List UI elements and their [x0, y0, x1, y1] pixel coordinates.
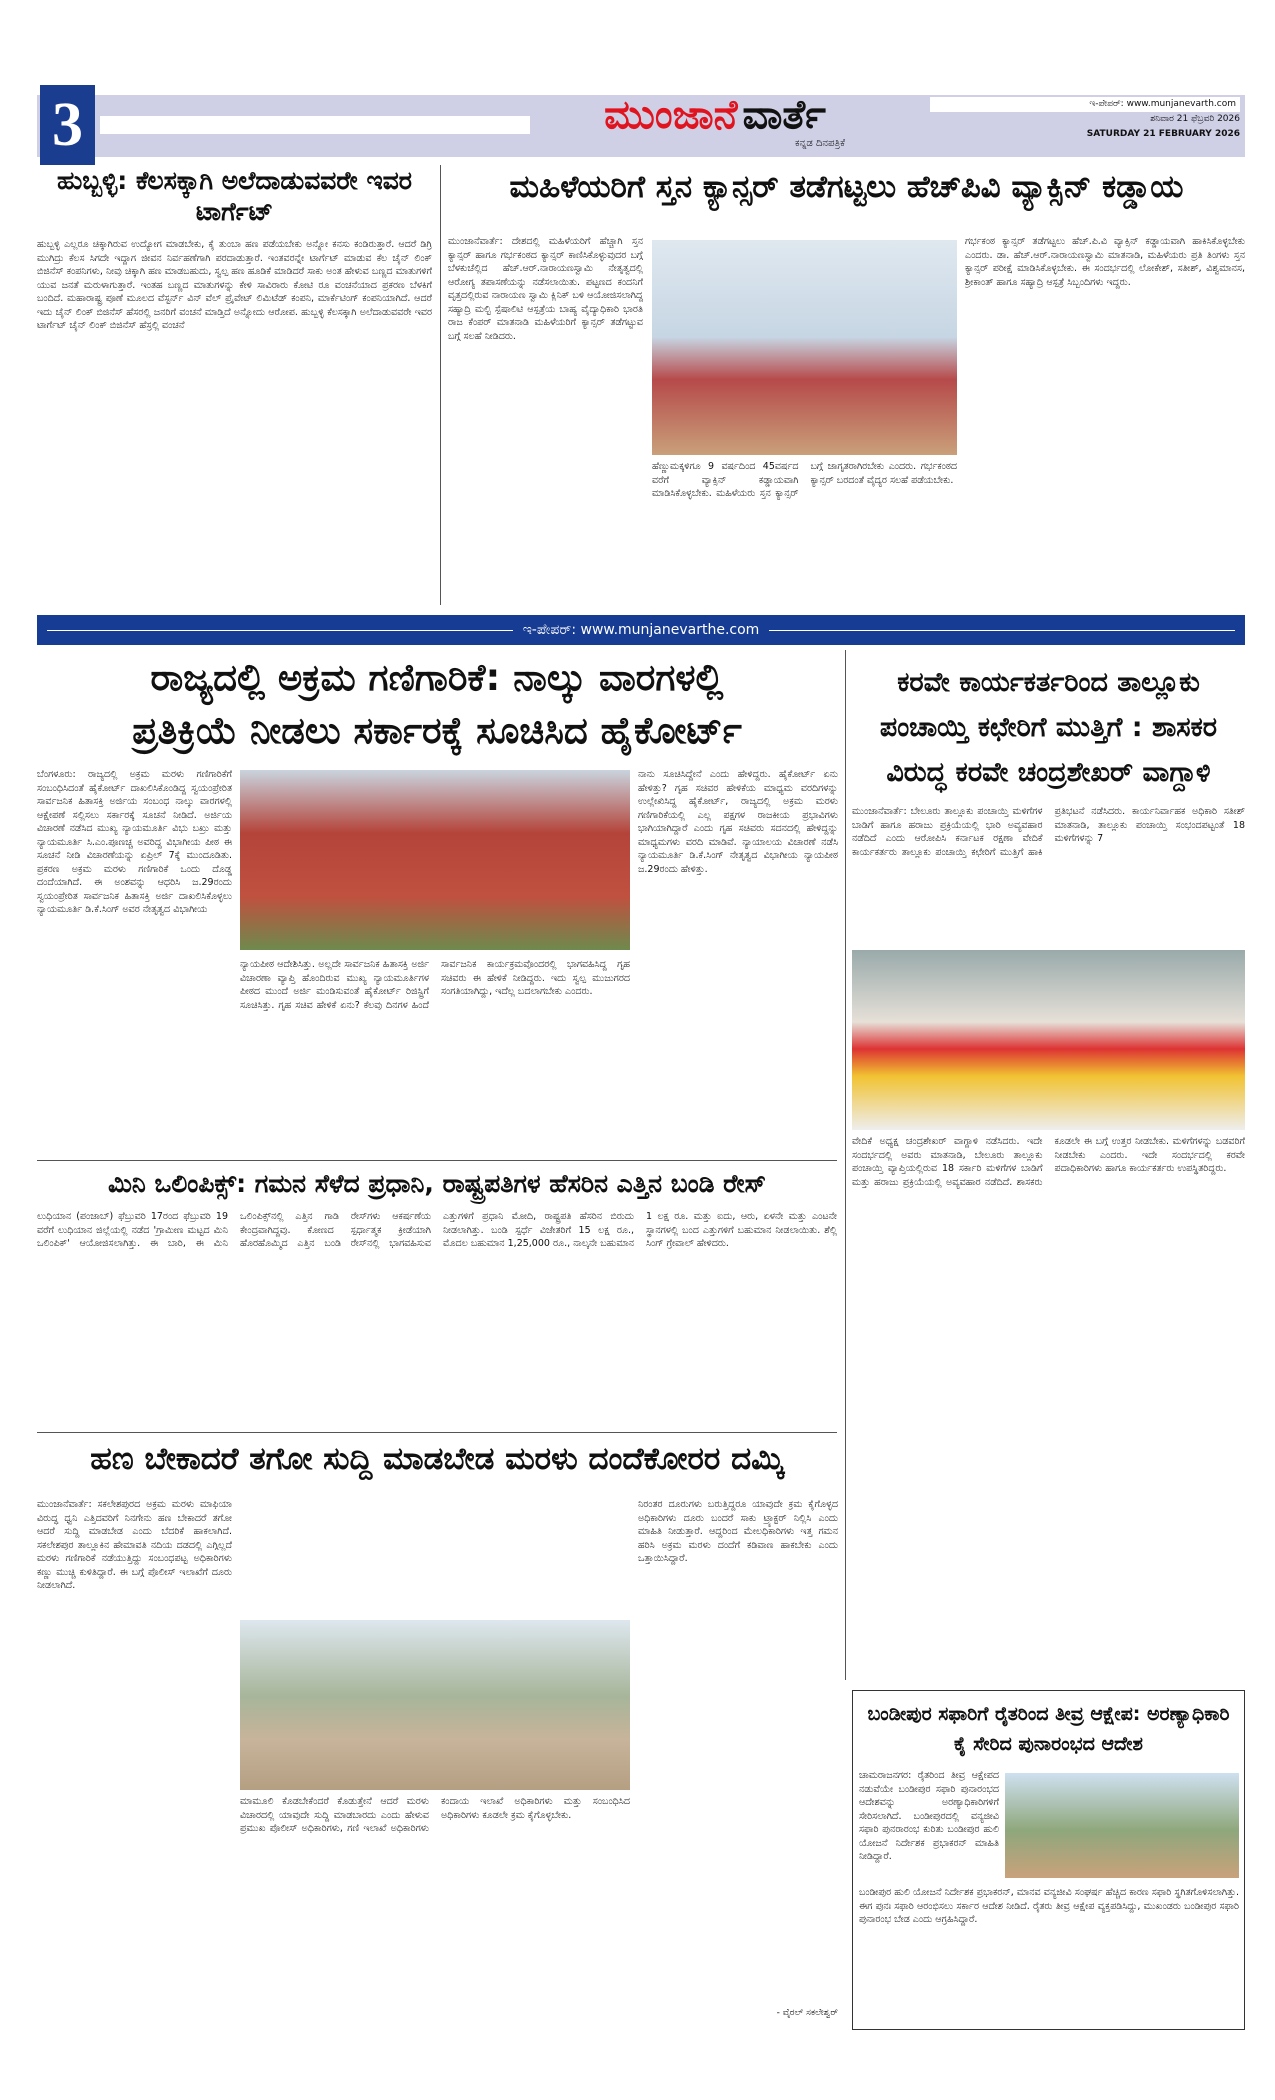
sand-body-mid: ಮಾಮೂಲಿ ಕೊಡಬೇಕೆಂದರೆ ಕೊಡುತ್ತೇನೆ ಆದರೆ ಮರಳು ವಿಚಾರದಲ್ಲಿ ಯಾವುದೇ ಸುದ್ದಿ ಮಾಡಬಾರದು ಎಂದು ಹೇಳುವ ಪ್ರಮುಖ ಪೊಲೀಸ್ ಅಧಿಕಾರಿಗಳು, ಗಣಿ ಇಲಾಖೆ ಅಧಿಕಾರಿಗಳು ಕಂದಾಯ ಇಲಾಖೆ ಅಧಿಕಾರಿಗಳು ಮತ್ತು ಸಂಬಂಧಿಸಿದ ಅಧಿಕಾರಿಗಳು ಕೂಡಲೇ ಕ್ರಮ ಕೈಗೊಳ್ಳಬೇಕು. [240, 1796, 630, 1834]
epaper-banner-text[interactable]: ಇ-ಪೇಪರ್: www.munjanevarthe.com [522, 622, 760, 638]
sand-headline: ಹಣ ಬೇಕಾದರೆ ತಗೋ ಸುದ್ದಿ ಮಾಡಬೇಡ ಮರಳು ದಂದೆಕೋರರ ದಮ್ಕಿ [90, 1441, 784, 1477]
date-english: SATURDAY 21 FEBRUARY 2026 [1086, 129, 1240, 139]
karave-headline: ಕರವೇ ಕಾರ್ಯಕರ್ತರಿಂದ ತಾಲ್ಲೂಕು ಪಂಚಾಯ್ತಿ ಕಛೇರಿಗೆ ಮುತ್ತಿಗೆ : ಶಾಸಕರ ವಿರುದ್ಧ ಕರವೇ ಚಂದ್ರಶೇಖರ್ ವಾಗ್ದಾಳಿ [879, 667, 1218, 788]
karave-body-bottom: ವೇದಿಕೆ ಅಧ್ಯಕ್ಷ ಚಂದ್ರಶೇಖರ್ ವಾಗ್ದಾಳಿ ನಡೆಸಿದರು. ಇದೇ ಸಂದರ್ಭದಲ್ಲಿ ಅವರು ಮಾತನಾಡಿ, ಬೇಲೂರು ತಾಲ್ಲೂಕು ಪಂಚಾಯ್ತಿ ವ್ಯಾಪ್ತಿಯಲ್ಲಿರುವ 18 ಸರ್ಕಾರಿ ಮಳಿಗೆಗಳ ಬಾಡಿಗೆ ಮತ್ತು ಹರಾಜು ಪ್ರಕ್ರಿಯೆಯಲ್ಲಿ ಅವ್ಯವಹಾರ ನಡೆದಿದೆ. ಶಾಸಕರು ಕೂಡಲೇ ಈ ಬಗ್ಗೆ ಉತ್ತರ ನೀಡಬೇಕು. ಮಳಿಗೆಗಳನ್ನು ಬಡವರಿಗೆ ನೀಡಬೇಕು ಎಂದರು. ಇದೇ ಸಂದರ್ಭದಲ್ಲಿ ಕರವೇ ಪದಾಧಿಕಾರಿಗಳು ಹಾಗೂ ಕಾರ್ಯಕರ್ತರು ಉಪಸ್ಥಿತರಿದ್ದರು. [852, 1136, 1245, 1188]
bandipur-body-top: ಚಾಮರಾಜನಗರ: ರೈತರಿಂದ ತೀವ್ರ ಆಕ್ಷೇಪದ ನಡುವೆಯೇ ಬಂಡೀಪುರ ಸಫಾರಿ ಪುನಾರಂಭದ ಆದೇಶವನ್ನು ಅರಣ್ಯಾಧಿಕಾರಿಗಳಿಗೆ ಸೇರಿಸಲಾಗಿದೆ. ಬಂಡೀಪುರದಲ್ಲಿ ವನ್ಯಜೀವಿ ಸಫಾರಿ ಪುನರಾರಂಭ ಕುರಿತು ಬಂಡೀಪುರ ಹುಲಿ ಯೋಜನೆ ನಿರ್ದೇಶಕ ಪ್ರಭಾಕರನ್ ಮಾಹಿತಿ ನೀಡಿದ್ದಾರೆ. [859, 1770, 999, 1862]
newspaper-logo [555, 92, 875, 149]
section-divider [37, 1432, 837, 1433]
olympics-body: ಲುಧಿಯಾನ (ಪಂಜಾಬ್) ಫೆಬ್ರುವರಿ 17ರಂದ ಫೆಬ್ರುವರಿ 19 ವರೆಗೆ ಲುಧಿಯಾನ ಜಿಲ್ಲೆಯಲ್ಲಿ ನಡೆದ 'ಗ್ರಾಮೀಣ ಮಟ್ಟದ ಮಿನಿ ಒಲಿಂಪಿಕ್' ಆಯೋಜಿಸಲಾಗಿತ್ತು. ಈ ಬಾರಿ, ಈ ಮಿನಿ ಒಲಿಂಪಿಕ್ಸ್‌ನಲ್ಲಿ ಎತ್ತಿನ ಗಾಡಿ ರೇಸ್‌ಗಳು ಆಕರ್ಷಣೆಯ ಕೇಂದ್ರವಾಗಿದ್ದವು. ಕೋಣದ ಸ್ಪರ್ಧಾತ್ಮಕ ಕ್ರೀಡೆಯಾಗಿ ಹೊರಹೊಮ್ಮಿದ ಎತ್ತಿನ ಬಂಡಿ ರೇಸ್‌ನಲ್ಲಿ ಭಾಗವಹಿಸುವ ಎತ್ತುಗಳಿಗೆ ಪ್ರಧಾನಿ ಮೋದಿ, ರಾಷ್ಟ್ರಪತಿ ಹೆಸರಿನ ಬಿರುದು ನೀಡಲಾಗಿತ್ತು. ಬಂಡಿ ಸ್ಪರ್ಧೆ ವಿಜೇತರಿಗೆ 15 ಲಕ್ಷ ರೂ., ಮೊದಲ ಬಹುಮಾನ 1,25,000 ರೂ., ನಾಲ್ಕನೇ ಬಹುಮಾನ 1 ಲಕ್ಷ ರೂ. ಮತ್ತು ಐದು, ಆರು, ಏಳನೇ ಮತ್ತು ಎಂಟನೇ ಸ್ಥಾನಗಳಲ್ಲಿ ಬಂದ ಎತ್ತುಗಳಿಗೆ ಬಹುಮಾನ ನೀಡಲಾಯಿತು. ಶೆಲ್ಲಿ ಸಿಂಗ್ ಗ್ರೇವಾಲ್ ಹೇಳಿದರು. [37, 1211, 837, 1249]
logo-name-red: ಮುಂಜಾನೆ [604, 92, 738, 138]
hpv-body-left: ಮುಂಜಾನೆವಾರ್ತೆ: ದೇಶದಲ್ಲಿ ಮಹಿಳೆಯರಿಗೆ ಹೆಚ್ಚಾಗಿ ಸ್ತನ ಕ್ಯಾನ್ಸರ್ ಹಾಗೂ ಗರ್ಭಕಂಠದ ಕ್ಯಾನ್ಸರ್ ಕಾಣಿಸಿಕೊಳ್ಳುವುದರ ಬಗ್ಗೆ ಬೆಳಕುಚೆಲ್ಲಿದ ಹೆಚ್.ಆರ್.ನಾರಾಯಣಸ್ವಾಮಿ ನೇತೃತ್ವದಲ್ಲಿ ಆರೋಗ್ಯ ತಪಾಸಣೆಯನ್ನು ನಡೆಸಲಾಯಿತು. ಪಟ್ಟಣದ ಕಂದನಿಗೆ ವೃತ್ತದಲ್ಲಿರುವ ನಾರಾಯಣ ಸ್ವಾಮಿ ಕ್ಲಿನಿಕ್ ಬಳಿ ಆಯೋಜಿಸಲಾಗಿದ್ದ ಸಹ್ಯಾದ್ರಿ ಮಲ್ಟಿ ಸ್ಪೆಷಾಲಿಟಿ ಆಸ್ಪತ್ರೆಯ ಬಾಹ್ಯ ವೈದ್ಯಾಧಿಕಾರಿ ಭಾರತಿ ರಾಜ ಕೆಂಪರ್ ಮಾತನಾಡಿ ಮಹಿಳೆಯರಿಗೆ ಕ್ಯಾನ್ಸರ್ ತಡೆಗಟ್ಟುವ ಬಗ್ಗೆ ಸಲಹೆ ನೀಡಿದರು. [448, 236, 643, 342]
hubballi-headline: ಹುಬ್ಬಳ್ಳಿ: ಕೆಲಸಕ್ಕಾಗಿ ಅಲೆದಾಡುವವರೇ ಇವರ ಟಾರ್ಗೆಟ್ [57, 166, 412, 227]
masthead-bar [100, 116, 530, 134]
hpv-body-mid: ಹೆಣ್ಣುಮಕ್ಕಳಿಗೂ 9 ವರ್ಷದಿಂದ 45ವರ್ಷದ ವರೆಗೆ ವ್ಯಾಕ್ಸಿನ್ ಕಡ್ಡಾಯವಾಗಿ ಮಾಡಿಸಿಕೊಳ್ಳಬೇಕು. ಮಹಿಳೆಯರು ಸ್ತನ ಕ್ಯಾನ್ಸರ್ ಬಗ್ಗೆ ಜಾಗೃತರಾಗಿರಬೇಕು ಎಂದರು. ಗರ್ಭಕಂಠದ ಕ್ಯಾನ್ಸರ್ ಬರದಂತೆ ವೈದ್ಯರ ಸಲಹೆ ಪಡೆಯಬೇಕು. [652, 461, 957, 499]
hpv-body-right: ಗರ್ಭಕಂಠ ಕ್ಯಾನ್ಸರ್ ತಡೆಗಟ್ಟಲು ಹೆಚ್.ಪಿ.ವಿ ವ್ಯಾಕ್ಸಿನ್ ಕಡ್ಡಾಯವಾಗಿ ಹಾಕಿಸಿಕೊಳ್ಳಬೇಕು ಎಂದರು. ಡಾ. ಹೆಚ್.ಆರ್.ನಾರಾಯಣಸ್ವಾಮಿ ಮಾತನಾಡಿ, ಮಹಿಳೆಯರು ಪ್ರತಿ ತಿಂಗಳು ಸ್ತನ ಕ್ಯಾನ್ಸರ್ ಪರೀಕ್ಷೆ ಮಾಡಿಸಿಕೊಳ್ಳಬೇಕು. ಈ ಸಂದರ್ಭದಲ್ಲಿ ಲೋಕೇಶ್, ಸತೀಶ್, ವಿಶ್ವಮಾನಸ, ಶ್ರೀಕಾಂತ್ ಹಾಗೂ ಸಹ್ಯಾದ್ರಿ ಆಸ್ಪತ್ರೆ ಸಿಬ್ಬಂದಿಗಳು ಇದ್ದರು. [965, 236, 1245, 288]
olympics-headline: ಮಿನಿ ಒಲಿಂಪಿಕ್ಸ್: ಗಮನ ಸೆಳೆದ ಪ್ರಧಾನಿ, ರಾಷ್ಟ್ರಪತಿಗಳ ಹೆಸರಿನ ಎತ್ತಿನ ಬಂಡಿ ರೇಸ್ [108, 1169, 766, 1198]
page-number: 3 [40, 85, 95, 165]
hubballi-body: ಹುಬ್ಬಳ್ಳಿ ಎಲ್ಲರೂ ಚಿಕ್ಕಾಗಿರುವ ಉದ್ಯೋಗ ಮಾಡಬೇಕು, ಕೈ ತುಂಬಾ ಹಣ ಪಡೆಯಬೇಕು ಅನ್ನೋ ಕನಸು ಕಂಡಿರುತ್ತಾರೆ. ಆದರೆ ಡಿಗ್ರಿ ಮುಗಿದ್ರು ಕೆಲಸ ಸಿಗದೇ ಇದ್ದಾಗ ಜೀವನ ನಿರ್ವಹಣೆಗಾಗಿ ಪರದಾಡುತ್ತಾರೆ. ಇಂತವರನ್ನೇ ಟಾರ್ಗೆಟ್ ಮಾಡುವ ಕೆಲ ಚೈನ್ ಲಿಂಕ್ ಬಿಜಿನೆಸ್ ಕಂಪನಿಗಳು, ನೀವು ಚಿಕ್ಕಾಗಿ ಹಣ ಮಾಡಬಹುದು, ಸ್ವಲ್ಪ ಹಣ ಹೂಡಿಕೆ ಮಾಡಿದರೆ ಸಾಕು ಅಂತ ಹೇಳುವ ಬಣ್ಣದ ಮಾತುಗಳಿಗೆ ಯುವ ಜನತೆ ಮರುಳಾಗುತ್ತಾರೆ. ಇಂತಹ ಬಣ್ಣದ ಮಾತುಗಳನ್ನು ಕೇಳಿ ಸಾವಿರಾರು ಕೋಟಿ ರೂ ವಂಚನೆಯಾದ ಪ್ರಕರಣ ಬೆಳಕಿಗೆ ಬಂದಿದೆ. ಮಹಾರಾಷ್ಟ್ರ ಪೂಣೆ ಮೂಲದ ವೆಸ್ಟರ್ನ್ ವಿನ್ ವೆಲ್ ಪ್ರೈವೇಟ್ ಲಿಮಿಟೆಡ್ ಕಂಪನಿ, ಮಾರ್ಕೆಟಿಂಗ್ ಕಂಪನಿಯಾಗಿದೆ. ಆದರೆ ಇದು ಚೈನ್ ಲಿಂಕ್ ಬಿಜಿನೆಸ್ ಹೆಸರಲ್ಲಿ ಜನರಿಗೆ ವಂಚನೆ ಮಾಡ್ತಿದೆ ಅನ್ನೋದು ಆರೋಪ. ಹುಬ್ಬಳ್ಳಿ ಕೆಲಸಕ್ಕಾಗಿ ಅಲೆದಾಡುವವರೇ ಇವರ ಟಾರ್ಗೆಟ್ ಚೈನ್ ಲಿಂಕ್ ಬಿಜಿನೆಸ್ ಹೆಸ್ರಲ್ಲಿ ವಂಚನೆ [37, 239, 432, 331]
bandipur-body-bottom: ಬಂಡೀಪುರ ಹುಲಿ ಯೋಜನೆ ನಿರ್ದೇಶಕ ಪ್ರಭಾಕರನ್, ಮಾನವ ವನ್ಯಜೀವಿ ಸಂಘರ್ಷ ಹೆಚ್ಚಿದ ಕಾರಣ ಸಫಾರಿ ಸ್ಥಗಿತಗೊಳಿಸಲಾಗಿತ್ತು. ಈಗ ಪುನಃ ಸಫಾರಿ ಆರಂಭಿಸಲು ಸರ್ಕಾರ ಆದೇಶ ನೀಡಿದೆ. ರೈತರು ತೀವ್ರ ಆಕ್ಷೇಪ ವ್ಯಕ್ತಪಡಿಸಿದ್ದು, ಮುಖಂಡರು ಬಂಡೀಪುರ ಸಫಾರಿ ಪುನಾರಂಭ ಬೇಡ ಎಂದು ಆಗ್ರಹಿಸಿದ್ದಾರೆ. [859, 1887, 1239, 1925]
sand-mining-photo [240, 1620, 630, 1790]
mining-body-mid: ನ್ಯಾಯಪೀಠ ಆದೇಶಿಸಿತ್ತು. ಅಲ್ಲದೇ ಸಾರ್ವಜನಿಕ ಹಿತಾಸಕ್ತಿ ಅರ್ಜಿ ವಿಚಾರಣಾ ವ್ಯಾಪ್ತಿ ಹೊಂದಿರುವ ಮುಖ್ಯ ನ್ಯಾಯಮೂರ್ತಿಗಳ ಪೀಠದ ಮುಂದೆ ಅರ್ಜಿ ಮಂಡಿಸುವಂತೆ ಹೈಕೋರ್ಟ್ ರಿಜಿಸ್ಟ್ರಿಗೆ ಸೂಚಿಸಿತ್ತು. ಗೃಹ ಸಚಿವ ಹೇಳಿಕೆ ಏನು? ಕೆಲವು ದಿನಗಳ ಹಿಂದೆ ಸಾರ್ವಜನಿಕ ಕಾರ್ಯಕ್ರಮವೊಂದರಲ್ಲಿ ಭಾಗವಹಿಸಿದ್ದ ಗೃಹ ಸಚಿವರು ಈ ಹೇಳಿಕೆ ನೀಡಿದ್ದರು. ಇದು ಸ್ವಲ್ಪ ಮುಜುಗರದ ಸಂಗತಿಯಾಗಿದ್ದು, ಇದೆಲ್ಲ ಬದಲಾಗಬೇಕು ಎಂದರು. [240, 959, 630, 1011]
date-kannada: ಶನಿವಾರ 21 ಫೆಬ್ರವರಿ 2026 [1150, 114, 1240, 124]
section-divider [37, 1160, 837, 1161]
logo-tagline: ಕನ್ನಡ ದಿನಪತ್ರಿಕೆ [794, 138, 845, 149]
epaper-link[interactable]: ಇ-ಪೇಪರ್: www.munjanevarth.com [930, 97, 1240, 112]
column-divider [440, 165, 441, 605]
mining-headline-line1: ರಾಜ್ಯದಲ್ಲಿ ಅಕ್ರಮ ಗಣಿಗಾರಿಕೆ: ನಾಲ್ಕು ವಾರಗಳಲ್ಲಿ [150, 656, 724, 699]
mining-body-left: ಬೆಂಗಳೂರು: ರಾಜ್ಯದಲ್ಲಿ ಅಕ್ರಮ ಮರಳು ಗಣಿಗಾರಿಕೆಗೆ ಸಂಬಂಧಿಸಿದಂತೆ ಹೈಕೋರ್ಟ್ ದಾಖಲಿಸಿಕೊಂಡಿದ್ದ ಸ್ವಯಂಪ್ರೇರಿತ ಸಾರ್ವಜನಿಕ ಹಿತಾಸಕ್ತಿ ಅರ್ಜಿಯ ಸಂಬಂಧ ನಾಲ್ಕು ವಾರಗಳಲ್ಲಿ ಆಕ್ಷೇಪಣೆ ಸಲ್ಲಿಸಲು ಸರ್ಕಾರಕ್ಕೆ ಸೂಚನೆ ನೀಡಿದೆ. ಅರ್ಜಿಯ ವಿಚಾರಣೆ ನಡೆಸಿದ ಮುಖ್ಯ ನ್ಯಾಯಮೂರ್ತಿ ವಿಭು ಬಖ್ರು ಮತ್ತು ನ್ಯಾಯಮೂರ್ತಿ ಸಿ.ಎಂ.ಪೂಣಚ್ಚ ಅವರಿದ್ದ ವಿಭಾಗೀಯ ಪೀಠ ಈ ಸೂಚನೆ ನೀಡಿ ವಿಚಾರಣೆಯನ್ನು ಏಪ್ರಿಲ್ 7ಕ್ಕೆ ಮುಂದೂಡಿತು. ಪ್ರಕರಣ ಅಕ್ರಮ ಮರಳು ಗಣಿಗಾರಿಕೆ ಒಂದು ದೊಡ್ಡ ದಂದೆಯಾಗಿದೆ. ಈ ಅಂಶವನ್ನು ಆಧರಿಸಿ ಜ.29ರಂದು ಸ್ವಯಂಪ್ರೇರಿತ ಸಾರ್ವಜನಿಕ ಹಿತಾಸಕ್ತಿ ಅರ್ಜಿ ದಾಖಲಿಸಿಕೊಳ್ಳಲು ನ್ಯಾಯಮೂರ್ತಿ ಡಿ.ಕೆ.ಸಿಂಗ್ ಅವರ ನೇತೃತ್ವದ ವಿಭಾಗೀಯ [37, 769, 232, 915]
logo-name-black: ವಾರ್ತೆ [742, 92, 826, 138]
epaper-banner [37, 615, 1245, 645]
masthead-info [930, 97, 1240, 142]
bandipur-headline: ಬಂಡೀಪುರ ಸಫಾರಿಗೆ ರೈತರಿಂದ ತೀವ್ರ ಆಕ್ಷೇಪ: ಅರಣ್ಯಾಧಿಕಾರಿ ಕೈ ಸೇರಿದ ಪುನಾರಂಭದ ಆದೇಶ [867, 1703, 1230, 1755]
bandipur-safari-photo [1005, 1773, 1239, 1878]
hpv-event-photo [652, 240, 957, 455]
sand-body-right: ನಿರಂತರ ದೂರುಗಳು ಬರುತ್ತಿದ್ದರೂ ಯಾವುದೇ ಕ್ರಮ ಕೈಗೊಳ್ಳದ ಅಧಿಕಾರಿಗಳು ದೂರು ಬಂದರೆ ಸಾಕು ಟ್ರ್ಯಾಕ್ಟರ್ ನಿಲ್ಲಿಸಿ ಎಂದು ಮಾಹಿತಿ ನೀಡುತ್ತಾರೆ. ಆದ್ದರಿಂದ ಮೇಲಧಿಕಾರಿಗಳು ಇತ್ತ ಗಮನ ಹರಿಸಿ ಅಕ್ರಮ ಮರಳು ದಂದೆಗೆ ಕಡಿವಾಣ ಹಾಕಬೇಕು ಎಂದು ಒತ್ತಾಯಿಸಿದ್ದಾರೆ. [638, 1499, 838, 1564]
high-court-photo [240, 770, 630, 950]
mining-headline-line2: ಪ್ರತಿಕ್ರಿಯೆ ನೀಡಲು ಸರ್ಕಾರಕ್ಕೆ ಸೂಚಿಸಿದ ಹೈಕೋರ್ಟ್ [132, 709, 742, 752]
column-divider [845, 650, 846, 1680]
bandipur-box [852, 1690, 1245, 2030]
mining-body-right: ನಾನು ಸೂಚಿಸಿದ್ದೇನೆ ಎಂದು ಹೇಳಿದ್ದರು. ಹೈಕೋರ್ಟ್ ಏನು ಹೇಳಿತ್ತು? ಗೃಹ ಸಚಿವರ ಹೇಳಿಕೆಯ ಮಾಧ್ಯಮ ವರದಿಗಳನ್ನು ಉಲ್ಲೇಖಿಸಿದ್ದ ಹೈಕೋರ್ಟ್, ರಾಜ್ಯದಲ್ಲಿ ಅಕ್ರಮ ಮರಳು ಗಣಿಗಾರಿಕೆಯಲ್ಲಿ ಎಲ್ಲ ಪಕ್ಷಗಳ ರಾಜಕೀಯ ಪ್ರಭಾವಿಗಳು ಭಾಗಿಯಾಗಿದ್ದಾರೆ ಎಂದು ಗೃಹ ಸಚಿವರು ಸದನದಲ್ಲಿ ಹೇಳಿದ್ದನ್ನು ಮಾಧ್ಯಮಗಳು ವರದಿ ಮಾಡಿವೆ. ನ್ಯಾಯಾಲಯ ವಿಚಾರಣೆ ನಡೆಸಿ ನ್ಯಾಯಮೂರ್ತಿ ಡಿ.ಕೆ.ಸಿಂಗ್ ನೇತೃತ್ವದ ವಿಭಾಗೀಯ ನ್ಯಾಯಪೀಠ ಜ.29ರಂದು ಹೇಳಿತ್ತು. [638, 769, 838, 875]
karave-protest-photo [852, 950, 1245, 1130]
sand-byline: - ವೈರಲ್ ಸಕಲೇಶ್ವರ್ [776, 2008, 838, 2018]
hpv-headline: ಮಹಿಳೆಯರಿಗೆ ಸ್ತನ ಕ್ಯಾನ್ಸರ್ ತಡೆಗಟ್ಟಲು ಹೆಚ್‌ಪಿವಿ ವ್ಯಾಕ್ಸಿನ್ ಕಡ್ಡಾಯ [509, 169, 1184, 205]
sand-body-left: ಮುಂಜಾನೆವಾರ್ತೆ: ಸಕಲೇಶಪುರದ ಅಕ್ರಮ ಮರಳು ಮಾಫಿಯಾ ವಿರುದ್ಧ ಧ್ವನಿ ಎತ್ತಿದವರಿಗೆ ನಿನಗೇನು ಹಣ ಬೇಕಾದರೆ ತಗೋ ಆದರೆ ಸುದ್ದಿ ಮಾಡಬೇಡ ಎಂದು ಬೆದರಿಕೆ ಹಾಕಲಾಗಿದೆ. ಸಕಲೇಶಪುರ ತಾಲ್ಲೂಕಿನ ಹೇಮಾವತಿ ನದಿಯ ದಡದಲ್ಲಿ ಎಗ್ಗಿಲ್ಲದೆ ಮರಳು ಗಣಿಗಾರಿಕೆ ನಡೆಯುತ್ತಿದ್ದು ಸಂಬಂಧಪಟ್ಟ ಅಧಿಕಾರಿಗಳು ಕಣ್ಣು ಮುಚ್ಚಿ ಕುಳಿತಿದ್ದಾರೆ. ಈ ಬಗ್ಗೆ ಪೊಲೀಸ್ ಇಲಾಖೆಗೆ ದೂರು ನೀಡಲಾಗಿದೆ. [37, 1499, 232, 1591]
karave-body-top: ಮುಂಜಾನೆವಾರ್ತೆ: ಬೇಲೂರು ತಾಲ್ಲೂಕು ಪಂಚಾಯ್ತಿ ಮಳಿಗೆಗಳ ಬಾಡಿಗೆ ಹಾಗೂ ಹರಾಜು ಪ್ರಕ್ರಿಯೆಯಲ್ಲಿ ಭಾರಿ ಅವ್ಯವಹಾರ ನಡೆದಿದೆ ಎಂದು ಆರೋಪಿಸಿ ಕರ್ನಾಟಕ ರಕ್ಷಣಾ ವೇದಿಕೆ ಕಾರ್ಯಕರ್ತರು ತಾಲ್ಲೂಕು ಪಂಚಾಯ್ತಿ ಕಛೇರಿಗೆ ಮುತ್ತಿಗೆ ಹಾಕಿ ಪ್ರತಿಭಟನೆ ನಡೆಸಿದರು. ಕಾರ್ಯನಿರ್ವಾಹಕ ಅಧಿಕಾರಿ ಸತೀಶ್ ಮಾತನಾಡಿ, ತಾಲ್ಲೂಕು ಪಂಚಾಯ್ತಿ ಸಂಭಂದಪಟ್ಟಂತೆ 18 ಮಳಿಗೆಗಳನ್ನು 7 [852, 806, 1245, 858]
